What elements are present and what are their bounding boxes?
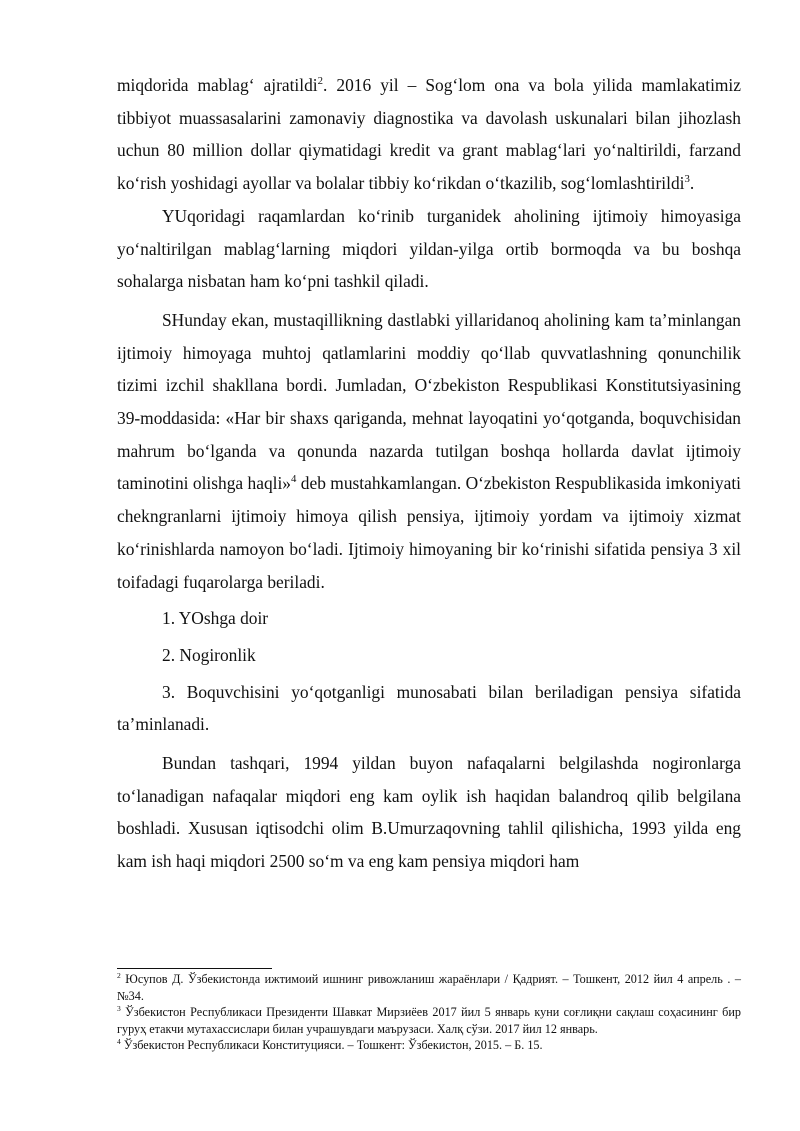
footnote-number: 3 [117,1004,121,1014]
footnote-number: 2 [117,970,121,980]
footnote-ref-2[interactable]: 2 [317,75,324,88]
footnote-3: $^3$ Ўзбекистон Республикаси Президенти Шавкат Мирзиёев 2017 йил 5 январь куни соғлиқни сақлаш соҳасининг бир гуруҳ етакчи мутахассислари билан учрашувдаги маърузаси. Халқ сўзи. 2017 йил 12 январь. [117,1004,741,1036]
paragraph-4: Bundan tashqari, 1994 yildan buyon nafaqalarni belgilashda nogironlarga to‘lanadigan nafaqalar miqdori eng kam oylik ish haqidan balandroq qilib belgilana boshladi. Xususan iqtisodchi olim B.Umurzaqovning tahlil qilishicha, 1993 yilda eng kam ish haqi miqdori 2500 so‘m va eng kam pensiya miqdori ham [117,753,741,872]
list-item: 3. Boquvchisini yo‘qotganligi munosabati bilan beriladigan pensiya sifatida ta’minlanadi. [117,681,741,735]
paragraph-3: SHunday ekan, mustaqillikning dastlabki yillaridanoq aholining kam ta’minlangan ijtimoiy himoyaga muhtoj qatlamlarini moddiy qo‘llab quvvatlashning qonunchilik tizimi izchil shakllana bordi. Jumladan, O‘zbekiston Respublikasi Konstitutsiyasining 39-moddasida: «Har bir shaxs qariganda, mehnat layoqatini yo‘qotganda, boquvchisidan mahrum bo‘lganda va qonunda nazarda tutilgan boshqa hollarda davlat ijtimoiy taminotini olishga haqli»$^4$ deb mustahkamlangan. O‘zbekiston Respublikasida imkoniyati chekngranlarni ijtimoiy himoya qilish pensiya, ijtimoiy yordam va ijtimoiy xizmat ko‘rinishlarda namoyon bo‘ladi. Ijtimoiy himoyaning bir ko‘rinishi sifatida pensiya 3 xil toifadagi fuqarolarga beriladi. [117,309,741,592]
footnote-ref-4[interactable]: 4 [291,473,297,486]
paragraph-1: miqdorida mablag‘ ajratildi$^2$. 2016 yil – Sog‘lom ona va bola yilida mamlakatimiz tibbiyot muassasalarini zamonaviy diagnostika va davolash uskunalari bilan jihozlash uchun 80 million dollar qiymatidagi kredit va grant mablag‘lari yo‘naltirildi, farzand ko‘rish yoshidagi ayollar va bolalar tibbiy ko‘rikdan o‘tkazilib, sog‘lomlashtirildi$^3$. [117,75,741,194]
paragraph-2: YUqoridagi raqamlardan ko‘rinib turganidek aholining ijtimoiy himoyasiga yo‘naltirilgan mablag‘larning miqdori yildan-yilga ortib bormoqda va bu boshqa sohalarga nisbatan ham ko‘pni tashkil qiladi. [117,205,741,292]
footnote-separator [117,968,272,969]
footnote-ref-3[interactable]: 3 [684,173,690,186]
footnote-4: $^4$ Ўзбекистон Республикаси Конституцияси. – Тошкент: Ўзбекистон, 2015. – Б. 15. [117,1037,543,1053]
list-item: 1. YOshga doir [162,608,269,629]
body-text [117,69,741,878]
footnotes [117,971,741,1054]
footnote-2: $^2$ Юсупов Д. Ўзбекистонда ижтимоий ишнинг ривожланиш жараёнлари / Қадрият. – Тошкент, 2012 йил 4 апрель . – №34. [117,970,741,1003]
footnote-number: 4 [117,1037,121,1047]
list-item: 2. Nogironlik [162,644,256,665]
